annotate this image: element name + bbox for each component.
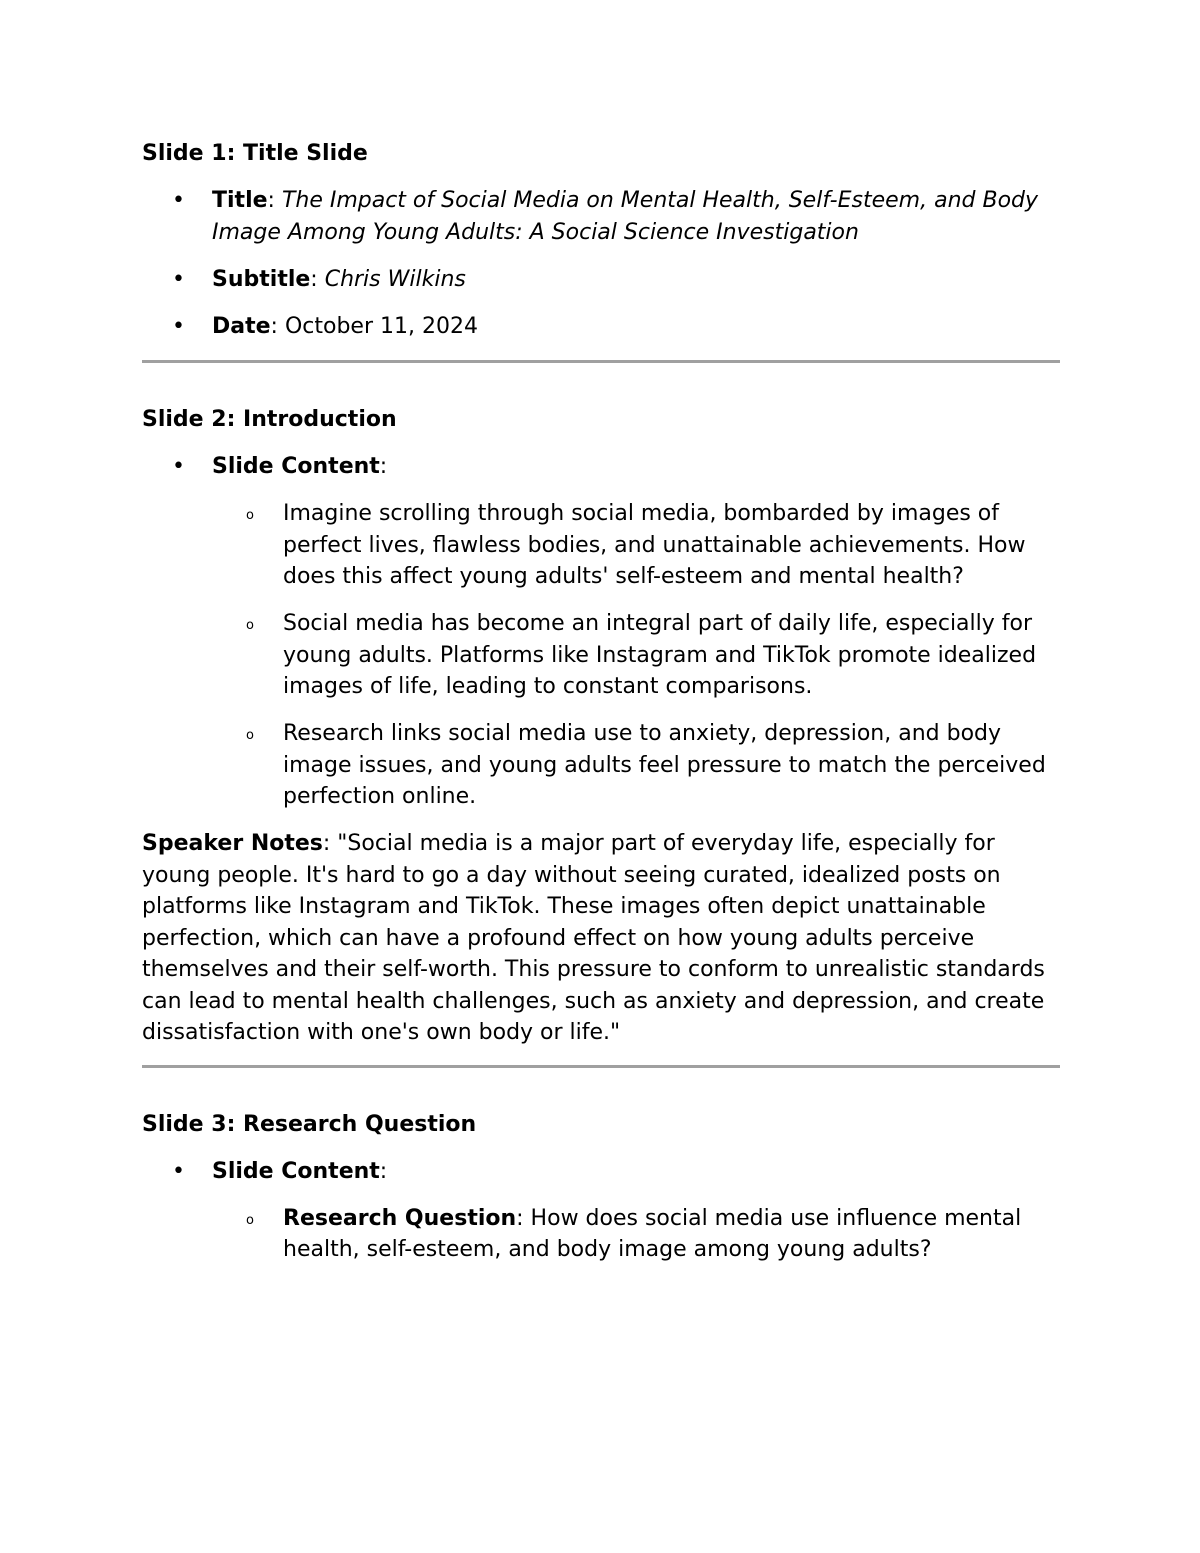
separator: : <box>379 454 388 479</box>
slide-2-section <box>142 404 1060 1049</box>
slide-3-sublist <box>212 1203 1060 1266</box>
circle-bullet-icon: o <box>246 508 254 523</box>
bullet-icon: • <box>172 313 185 339</box>
title-value: The Impact of Social Media on Mental Health, Self-Esteem, and Body Image Among Young Adults: A Social Science Investigation <box>212 188 1039 245</box>
section-divider <box>142 360 1060 363</box>
bullet-icon: • <box>172 1158 185 1184</box>
research-question-text: : How does social media use influence mental health, self-esteem, and body image among young adults? <box>283 1205 1022 1262</box>
slide-3-section <box>142 1109 1060 1266</box>
circle-bullet-icon: o <box>246 618 254 633</box>
document-page <box>142 138 1060 1266</box>
section-divider <box>142 1065 1060 1068</box>
title-label: Title <box>212 188 268 213</box>
slide-1-heading: Slide 1: Title Slide <box>142 141 368 166</box>
subtitle-label: Subtitle <box>212 266 311 292</box>
separator: : <box>270 313 285 339</box>
separator: : <box>267 188 282 213</box>
bullet-icon: • <box>172 454 185 479</box>
separator: : <box>379 1158 388 1184</box>
sub-item-text: Social media has become an integral part of daily life, especially for young adults. Platforms like Instagram and TikTok promote idealized images of life, leading to constant comparisons. <box>283 611 1037 699</box>
circle-bullet-icon: o <box>246 1212 254 1228</box>
list-item <box>142 718 1060 813</box>
sub-item-text: Research links social media use to anxiety, depression, and body image issues, and young adults feel pressure to match the perceived perfection online. <box>283 721 1046 809</box>
slide-content-label: Slide Content <box>212 1158 380 1184</box>
slide-content-label: Slide Content <box>212 454 380 479</box>
slide-1-section <box>142 138 1060 342</box>
list-item <box>142 264 1060 296</box>
slide-3-heading: Slide 3: Research Question <box>142 1111 477 1137</box>
speaker-notes <box>142 828 1060 1049</box>
list-item <box>142 1203 1060 1266</box>
bullet-icon: • <box>172 266 185 292</box>
list-item <box>142 185 1060 248</box>
speaker-notes-text: : "Social media is a major part of everyday life, especially for young people. It's hard to go a day without seeing curated, idealized posts on platforms like Instagram and TikTok. These images often depict unattainable perfection, which can have a profound effect on how young adults perceive themselves and their self-worth. This pressure to conform to unrealistic standards can lead to mental health challenges, such as anxiety and depression, and create dissatisfaction with one's own body or life." <box>142 831 1045 1045</box>
list-item <box>142 608 1060 703</box>
separator: : <box>310 266 325 292</box>
slide-2-list <box>142 451 1060 813</box>
slide-1-list <box>142 185 1060 342</box>
bullet-icon: • <box>172 188 185 213</box>
slide-2-heading: Slide 2: Introduction <box>142 407 397 432</box>
slide-2-sublist <box>212 498 1060 813</box>
circle-bullet-icon: o <box>246 728 254 743</box>
sub-item-text: Imagine scrolling through social media, bombarded by images of perfect lives, flawless bodies, and unattainable achievements. How does this affect young adults' self-esteem and mental health? <box>283 501 1026 589</box>
date-label: Date <box>212 313 271 339</box>
date-value: October 11, 2024 <box>284 313 478 339</box>
list-item <box>142 498 1060 593</box>
list-item <box>142 311 1060 343</box>
slide-3-list <box>142 1156 1060 1266</box>
research-question-label: Research Question <box>283 1205 517 1231</box>
speaker-notes-label: Speaker Notes <box>142 831 323 856</box>
list-item <box>142 1156 1060 1266</box>
list-item <box>142 451 1060 813</box>
subtitle-value: Chris Wilkins <box>324 266 466 292</box>
